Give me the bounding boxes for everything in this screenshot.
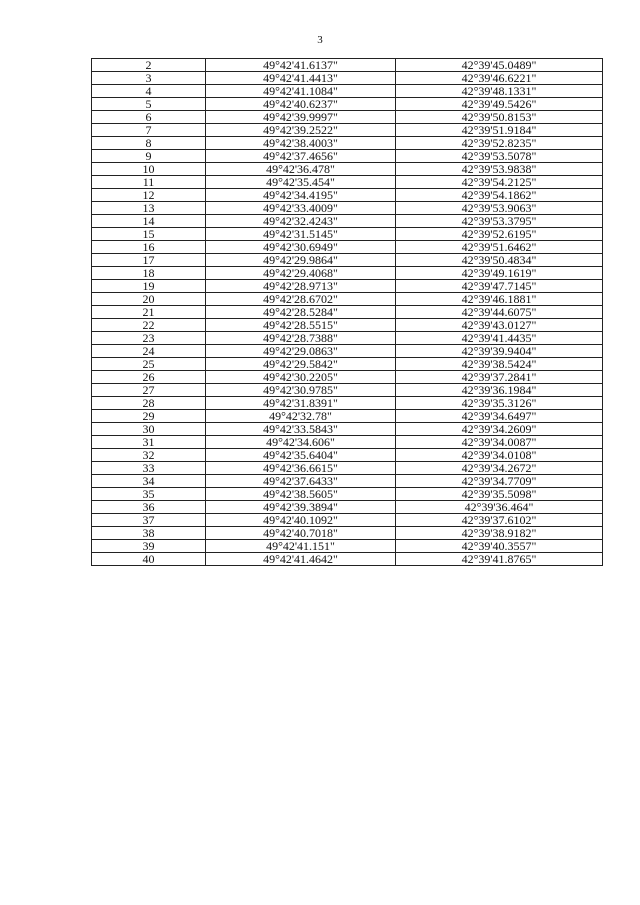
latitude-cell: 49°42'40.6237" bbox=[206, 98, 396, 111]
latitude-cell: 49°42'31.8391" bbox=[206, 397, 396, 410]
latitude-cell: 49°42'32.78" bbox=[206, 410, 396, 423]
latitude-cell: 49°42'28.5284" bbox=[206, 306, 396, 319]
point-number-cell: 2 bbox=[92, 59, 206, 72]
table-row bbox=[92, 306, 603, 319]
latitude-cell: 49°42'38.4003" bbox=[206, 137, 396, 150]
point-number-cell: 36 bbox=[92, 501, 206, 514]
latitude-cell: 49°42'28.5515" bbox=[206, 319, 396, 332]
latitude-cell: 49°42'40.1092" bbox=[206, 514, 396, 527]
latitude-cell: 49°42'29.4068" bbox=[206, 267, 396, 280]
point-number-cell: 27 bbox=[92, 384, 206, 397]
table-row bbox=[92, 137, 603, 150]
longitude-cell: 42°39'50.4834" bbox=[396, 254, 603, 267]
table-row bbox=[92, 241, 603, 254]
point-number-cell: 6 bbox=[92, 111, 206, 124]
table-row bbox=[92, 254, 603, 267]
point-number-cell: 12 bbox=[92, 189, 206, 202]
latitude-cell: 49°42'36.6615" bbox=[206, 462, 396, 475]
latitude-cell: 49°42'37.4656" bbox=[206, 150, 396, 163]
point-number-cell: 19 bbox=[92, 280, 206, 293]
longitude-cell: 42°39'44.6075" bbox=[396, 306, 603, 319]
longitude-cell: 42°39'51.6462" bbox=[396, 241, 603, 254]
longitude-cell: 42°39'41.8765" bbox=[396, 553, 603, 566]
table-row bbox=[92, 293, 603, 306]
table-row bbox=[92, 202, 603, 215]
point-number-cell: 30 bbox=[92, 423, 206, 436]
point-number-cell: 26 bbox=[92, 371, 206, 384]
latitude-cell: 49°42'34.606" bbox=[206, 436, 396, 449]
point-number-cell: 13 bbox=[92, 202, 206, 215]
point-number-cell: 25 bbox=[92, 358, 206, 371]
point-number-cell: 38 bbox=[92, 527, 206, 540]
point-number-cell: 5 bbox=[92, 98, 206, 111]
table-row bbox=[92, 475, 603, 488]
point-number-cell: 20 bbox=[92, 293, 206, 306]
longitude-cell: 42°39'53.5078" bbox=[396, 150, 603, 163]
latitude-cell: 49°42'41.151" bbox=[206, 540, 396, 553]
longitude-cell: 42°39'43.0127" bbox=[396, 319, 603, 332]
latitude-cell: 49°42'29.9864" bbox=[206, 254, 396, 267]
point-number-cell: 32 bbox=[92, 449, 206, 462]
longitude-cell: 42°39'49.1619" bbox=[396, 267, 603, 280]
latitude-cell: 49°42'41.4642" bbox=[206, 553, 396, 566]
longitude-cell: 42°39'39.9404" bbox=[396, 345, 603, 358]
table-row bbox=[92, 436, 603, 449]
table-row bbox=[92, 59, 603, 72]
point-number-cell: 35 bbox=[92, 488, 206, 501]
point-number-cell: 28 bbox=[92, 397, 206, 410]
longitude-cell: 42°39'36.1984" bbox=[396, 384, 603, 397]
longitude-cell: 42°39'34.0087" bbox=[396, 436, 603, 449]
table-row bbox=[92, 163, 603, 176]
latitude-cell: 49°42'30.9785" bbox=[206, 384, 396, 397]
latitude-cell: 49°42'41.6137" bbox=[206, 59, 396, 72]
table-row bbox=[92, 553, 603, 566]
point-number-cell: 3 bbox=[92, 72, 206, 85]
longitude-cell: 42°39'37.6102" bbox=[396, 514, 603, 527]
table-row bbox=[92, 358, 603, 371]
point-number-cell: 33 bbox=[92, 462, 206, 475]
table-row bbox=[92, 527, 603, 540]
latitude-cell: 49°42'34.4195" bbox=[206, 189, 396, 202]
point-number-cell: 31 bbox=[92, 436, 206, 449]
table-row bbox=[92, 176, 603, 189]
table-row bbox=[92, 384, 603, 397]
longitude-cell: 42°39'52.8235" bbox=[396, 137, 603, 150]
point-number-cell: 21 bbox=[92, 306, 206, 319]
longitude-cell: 42°39'34.2609" bbox=[396, 423, 603, 436]
longitude-cell: 42°39'38.5424" bbox=[396, 358, 603, 371]
point-number-cell: 10 bbox=[92, 163, 206, 176]
table-row bbox=[92, 332, 603, 345]
table-row bbox=[92, 267, 603, 280]
table-row bbox=[92, 215, 603, 228]
latitude-cell: 49°42'33.5843" bbox=[206, 423, 396, 436]
table-row bbox=[92, 540, 603, 553]
latitude-cell: 49°42'29.0863" bbox=[206, 345, 396, 358]
longitude-cell: 42°39'34.0108" bbox=[396, 449, 603, 462]
longitude-cell: 42°39'37.2841" bbox=[396, 371, 603, 384]
latitude-cell: 49°42'41.4413" bbox=[206, 72, 396, 85]
latitude-cell: 49°42'32.4243" bbox=[206, 215, 396, 228]
point-number-cell: 40 bbox=[92, 553, 206, 566]
table-row bbox=[92, 280, 603, 293]
coordinates-table-body bbox=[92, 59, 603, 566]
latitude-cell: 49°42'38.5605" bbox=[206, 488, 396, 501]
longitude-cell: 42°39'51.9184" bbox=[396, 124, 603, 137]
table-row bbox=[92, 397, 603, 410]
point-number-cell: 11 bbox=[92, 176, 206, 189]
table-row bbox=[92, 410, 603, 423]
table-row bbox=[92, 423, 603, 436]
point-number-cell: 24 bbox=[92, 345, 206, 358]
point-number-cell: 14 bbox=[92, 215, 206, 228]
latitude-cell: 49°42'28.6702" bbox=[206, 293, 396, 306]
point-number-cell: 34 bbox=[92, 475, 206, 488]
latitude-cell: 49°42'39.3894" bbox=[206, 501, 396, 514]
point-number-cell: 16 bbox=[92, 241, 206, 254]
latitude-cell: 49°42'35.454" bbox=[206, 176, 396, 189]
point-number-cell: 18 bbox=[92, 267, 206, 280]
longitude-cell: 42°39'35.3126" bbox=[396, 397, 603, 410]
latitude-cell: 49°42'30.6949" bbox=[206, 241, 396, 254]
table-row bbox=[92, 124, 603, 137]
longitude-cell: 42°39'34.6497" bbox=[396, 410, 603, 423]
longitude-cell: 42°39'46.6221" bbox=[396, 72, 603, 85]
latitude-cell: 49°42'35.6404" bbox=[206, 449, 396, 462]
table-row bbox=[92, 111, 603, 124]
latitude-cell: 49°42'28.7388" bbox=[206, 332, 396, 345]
table-row bbox=[92, 449, 603, 462]
point-number-cell: 15 bbox=[92, 228, 206, 241]
longitude-cell: 42°39'34.2672" bbox=[396, 462, 603, 475]
point-number-cell: 29 bbox=[92, 410, 206, 423]
table-row bbox=[92, 488, 603, 501]
latitude-cell: 49°42'33.4009" bbox=[206, 202, 396, 215]
longitude-cell: 42°39'54.1862" bbox=[396, 189, 603, 202]
latitude-cell: 49°42'28.9713" bbox=[206, 280, 396, 293]
longitude-cell: 42°39'53.9063" bbox=[396, 202, 603, 215]
longitude-cell: 42°39'48.1331" bbox=[396, 85, 603, 98]
point-number-cell: 17 bbox=[92, 254, 206, 267]
longitude-cell: 42°39'50.8153" bbox=[396, 111, 603, 124]
longitude-cell: 42°39'47.7145" bbox=[396, 280, 603, 293]
latitude-cell: 49°42'36.478" bbox=[206, 163, 396, 176]
latitude-cell: 49°42'41.1084" bbox=[206, 85, 396, 98]
table-row bbox=[92, 319, 603, 332]
point-number-cell: 22 bbox=[92, 319, 206, 332]
table-row bbox=[92, 85, 603, 98]
longitude-cell: 42°39'53.3795" bbox=[396, 215, 603, 228]
longitude-cell: 42°39'34.7709" bbox=[396, 475, 603, 488]
latitude-cell: 49°42'37.6433" bbox=[206, 475, 396, 488]
longitude-cell: 42°39'38.9182" bbox=[396, 527, 603, 540]
latitude-cell: 49°42'40.7018" bbox=[206, 527, 396, 540]
table-row bbox=[92, 98, 603, 111]
latitude-cell: 49°42'29.5842" bbox=[206, 358, 396, 371]
point-number-cell: 9 bbox=[92, 150, 206, 163]
point-number-cell: 23 bbox=[92, 332, 206, 345]
table-row bbox=[92, 462, 603, 475]
longitude-cell: 42°39'35.5098" bbox=[396, 488, 603, 501]
longitude-cell: 42°39'45.0489" bbox=[396, 59, 603, 72]
table-row bbox=[92, 514, 603, 527]
table-row bbox=[92, 150, 603, 163]
table-row bbox=[92, 501, 603, 514]
longitude-cell: 42°39'36.464" bbox=[396, 501, 603, 514]
longitude-cell: 42°39'46.1881" bbox=[396, 293, 603, 306]
page-number: 3 bbox=[317, 34, 323, 46]
longitude-cell: 42°39'52.6195" bbox=[396, 228, 603, 241]
longitude-cell: 42°39'53.9838" bbox=[396, 163, 603, 176]
table-row bbox=[92, 371, 603, 384]
point-number-cell: 4 bbox=[92, 85, 206, 98]
longitude-cell: 42°39'40.3557" bbox=[396, 540, 603, 553]
latitude-cell: 49°42'39.2522" bbox=[206, 124, 396, 137]
latitude-cell: 49°42'31.5145" bbox=[206, 228, 396, 241]
latitude-cell: 49°42'39.9997" bbox=[206, 111, 396, 124]
point-number-cell: 7 bbox=[92, 124, 206, 137]
table-row bbox=[92, 345, 603, 358]
point-number-cell: 8 bbox=[92, 137, 206, 150]
coordinates-table bbox=[91, 58, 603, 566]
table-row bbox=[92, 189, 603, 202]
longitude-cell: 42°39'41.4435" bbox=[396, 332, 603, 345]
point-number-cell: 39 bbox=[92, 540, 206, 553]
point-number-cell: 37 bbox=[92, 514, 206, 527]
longitude-cell: 42°39'49.5426" bbox=[396, 98, 603, 111]
latitude-cell: 49°42'30.2205" bbox=[206, 371, 396, 384]
longitude-cell: 42°39'54.2125" bbox=[396, 176, 603, 189]
table-row bbox=[92, 228, 603, 241]
table-row bbox=[92, 72, 603, 85]
